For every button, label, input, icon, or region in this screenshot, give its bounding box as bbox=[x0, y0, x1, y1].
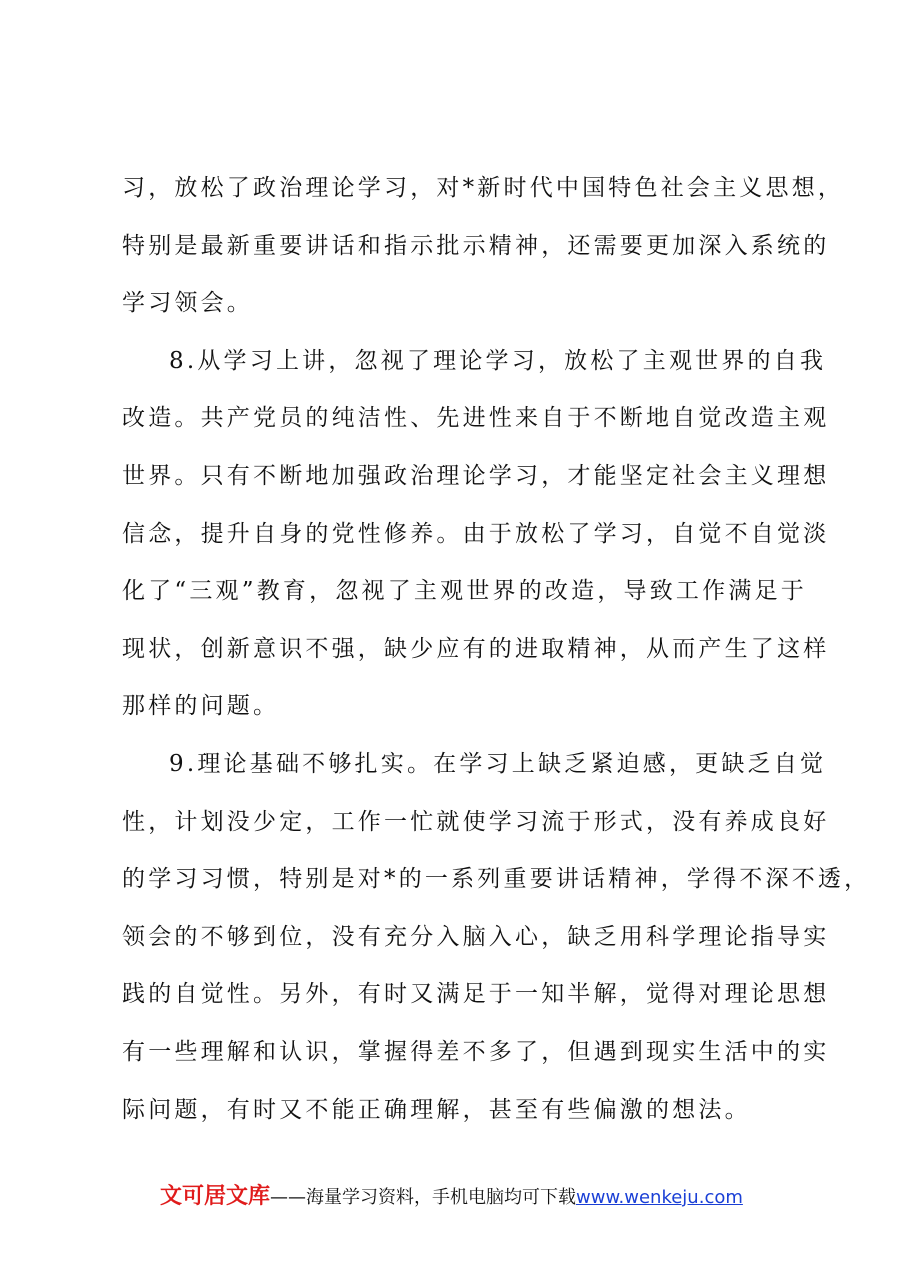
text-line: 习，放松了政治理论学习，对*新时代中国特色社会主义思想， bbox=[122, 175, 845, 201]
text-line: 际问题，有时又不能正确理解，甚至有些偏激的想法。 bbox=[122, 1096, 751, 1123]
text-line: 现状，创新意识不强，缺少应有的进取精神，从而产生了这样 bbox=[122, 635, 830, 662]
document-body bbox=[122, 160, 871, 1139]
text-line: 特别是最新重要讲话和指示批示精神，还需要更加深入系统的 bbox=[122, 232, 830, 259]
paragraph-9-first-line: 9.理论基础不够扎实。在学习上缺乏紧迫感，更缺乏自觉 bbox=[169, 750, 827, 777]
text-line: 改造。共产党员的纯洁性、先进性来自于不断地自觉改造主观 bbox=[122, 405, 830, 432]
paragraph-8-first-line: 8.从学习上讲，忽视了理论学习，放松了主观世界的自我 bbox=[169, 347, 827, 374]
footer bbox=[160, 1180, 800, 1214]
text-line: 性，计划没少定，工作一忙就使学习流于形式，没有养成良好 bbox=[122, 808, 830, 835]
text-line: 领会的不够到位，没有充分入脑入心，缺乏用科学理论指导实 bbox=[122, 923, 830, 950]
text-line: 那样的问题。 bbox=[122, 693, 280, 720]
text-line: 的学习习惯，特别是对*的一系列重要讲话精神，学得不深不透， bbox=[122, 866, 871, 893]
footer-url-link[interactable]: www.wenkeju.com bbox=[576, 1187, 743, 1208]
text-line: 学习领会。 bbox=[122, 290, 253, 317]
footer-tagline: ——海量学习资料，手机电脑均可下载 bbox=[270, 1187, 577, 1208]
text-line: 有一些理解和认识，掌握得差不多了，但遇到现实生活中的实 bbox=[122, 1038, 830, 1065]
footer-brand: 文可居文库 bbox=[160, 1184, 271, 1209]
text-line: 化了“三观”教育，忽视了主观世界的改造，导致工作满足于 bbox=[122, 578, 807, 605]
text-line: 世界。只有不断地加强政治理论学习，才能坚定社会主义理想 bbox=[122, 462, 830, 489]
text-line: 信念，提升自身的党性修养。由于放松了学习，自觉不自觉淡 bbox=[122, 520, 830, 547]
text-line: 践的自觉性。另外，有时又满足于一知半解，觉得对理论思想 bbox=[122, 981, 830, 1008]
